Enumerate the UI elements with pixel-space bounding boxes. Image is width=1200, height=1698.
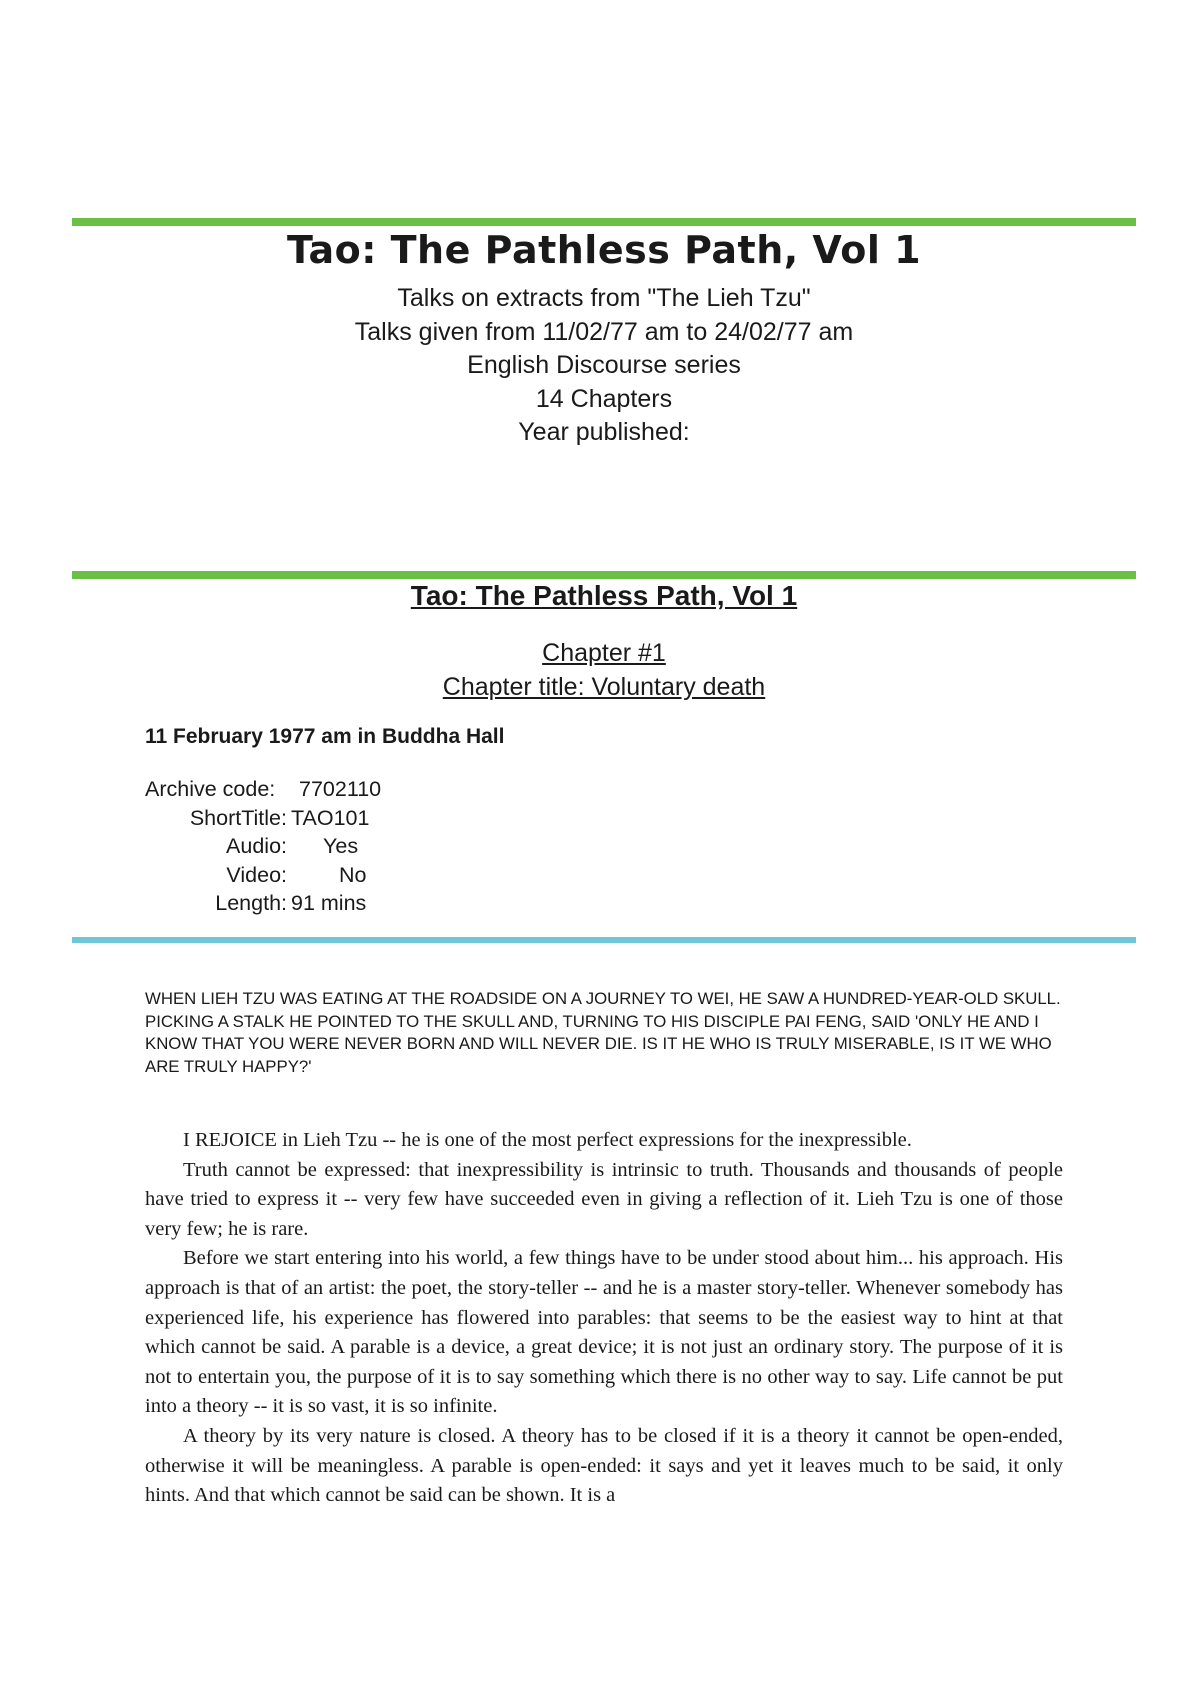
cover-line: Talks on extracts from "The Lieh Tzu"	[397, 284, 811, 312]
cover-line: English Discourse series	[467, 351, 741, 379]
metadata-label: ShortTitle:	[189, 805, 287, 830]
intro-passage: WHEN LIEH TZU WAS EATING AT THE ROADSIDE ON A JOURNEY TO WEI, HE SAW A HUNDRED-YEAR-OLD SKULL. PICKING A STALK HE POINTED TO THE SKULL AND, TURNING TO HIS DISCIPLE PAI FENG, SAID 'ONLY HE AND I KNOW THAT YOU WERE NEVER BORN AND WILL NEVER DIE. IS IT HE WHO IS TRULY MISERABLE, IS IT WE WHO ARE TRULY HAPPY?'	[145, 989, 1061, 1076]
chapter-book-title: Tao: The Pathless Path, Vol 1	[410, 580, 798, 611]
metadata-row	[145, 889, 381, 918]
cover-line: Year published:	[518, 418, 690, 446]
metadata-label: Length:	[215, 891, 287, 915]
metadata-label: Audio:	[226, 834, 287, 858]
cover-line: 14 Chapters	[535, 384, 673, 413]
metadata-block	[145, 775, 381, 918]
chapter-divider	[72, 571, 1136, 579]
paragraph: Truth cannot be expressed: that inexpressibility is intrinsic to truth. Thousands and thousands of people have tried to express it -- very few have succeeded even in giving a reflection of it. Lieh Tzu is one of those very few; he is rare.	[145, 1158, 1063, 1240]
metadata-label: Video:	[226, 862, 287, 887]
metadata-row	[145, 832, 381, 861]
chapter-title: Chapter title: Voluntary death	[442, 673, 766, 701]
body-text	[145, 1126, 1063, 1511]
paragraph: Before we start entering into his world, a few things have to be under stood about him... his approach. His approach is that of an artist: the poet, the story-teller -- and he is a master story-teller. Whenever somebody has experienced life, his experience has flowered into parables: that seems to be the easiest way to hint at that which cannot be said. A parable is a device, a great device; it is not just an ordinary story. The purpose of it is not to entertain you, the purpose of it is to say something which there is no other way to say. Life cannot be put into a theory -- it is so vast, it is so infinite.	[145, 1247, 1063, 1418]
metadata-row	[145, 775, 381, 804]
metadata-row	[145, 804, 381, 833]
metadata-value: 7702110	[299, 777, 382, 801]
metadata-value: TAO101	[291, 805, 370, 830]
content-divider	[72, 937, 1136, 943]
date-place: 11 February 1977 am in Buddha Hall	[145, 725, 505, 748]
chapter-heading	[72, 636, 1136, 704]
metadata-row	[145, 861, 381, 890]
metadata-value: No	[339, 862, 367, 887]
metadata-value: 91 mins	[291, 891, 367, 915]
paragraph: I REJOICE in Lieh Tzu -- he is one of the most perfect expressions for the inexpressible.	[183, 1129, 912, 1151]
metadata-label: Archive code:	[145, 777, 276, 801]
book-title: Tao: The Pathless Path, Vol 1	[286, 228, 922, 272]
cover-line: Talks given from 11/02/77 am to 24/02/77 am	[354, 317, 854, 346]
metadata-value: Yes	[323, 834, 359, 858]
cover-subtitle-block	[72, 282, 1136, 450]
paragraph: A theory by its very nature is closed. A theory has to be closed if it is a theory it cannot be open-ended, otherwise it will be meaningless. A parable is open-ended: it says and yet it leaves much to be said, it only hints. And that which cannot be said can be shown. It is a	[145, 1424, 1063, 1507]
chapter-number: Chapter #1	[542, 639, 666, 667]
top-divider	[72, 218, 1136, 226]
